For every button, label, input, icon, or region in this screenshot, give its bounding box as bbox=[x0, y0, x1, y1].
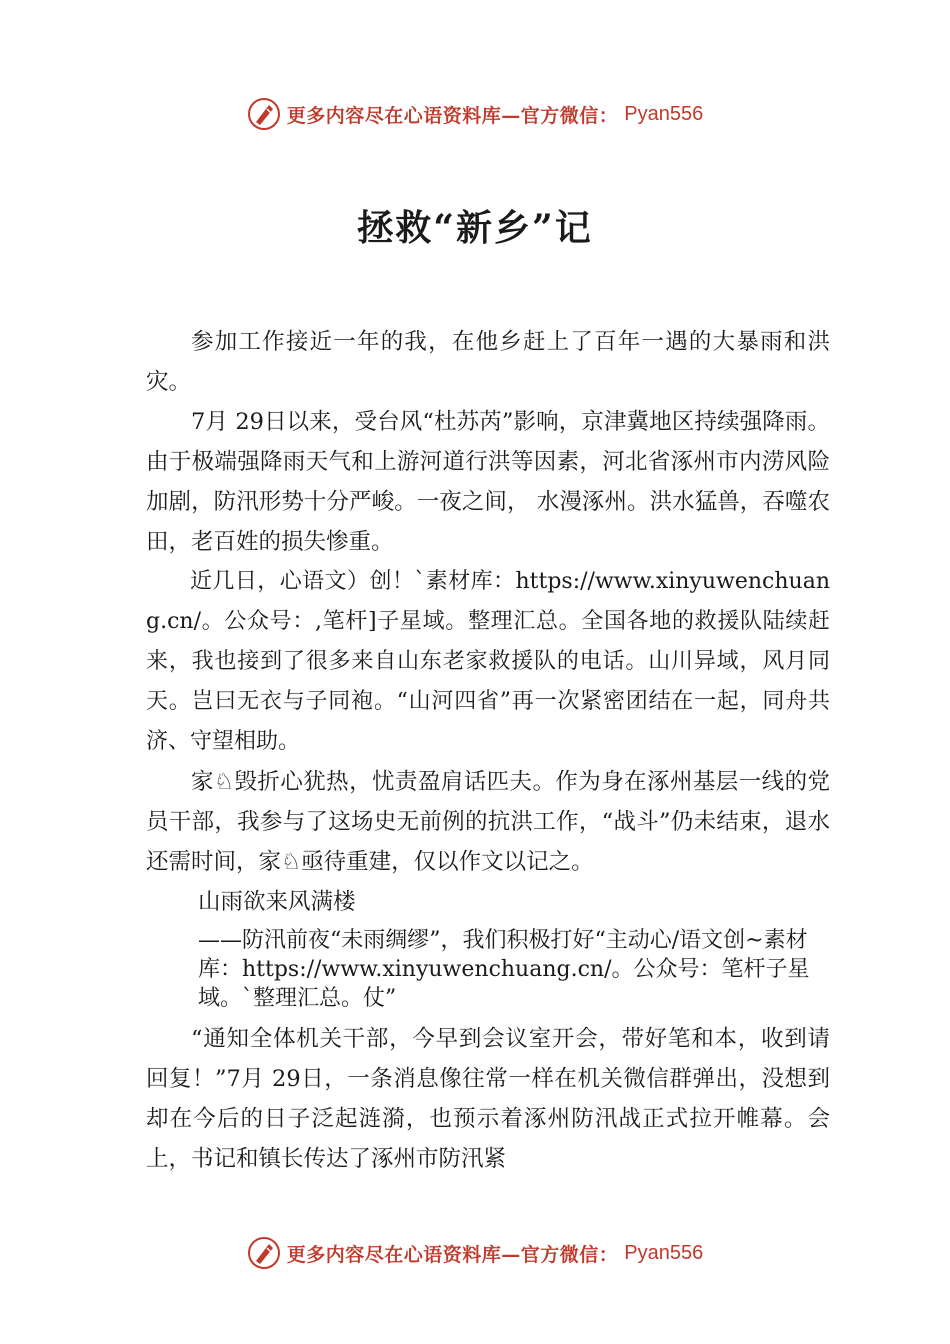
header-banner bbox=[0, 94, 950, 134]
header-wechat-handle: Pyan556 bbox=[624, 102, 704, 125]
paragraph-1: 参加工作接近一年的我，在他乡赶上了百年一遇的大暴雨和洪灾。 bbox=[146, 329, 830, 395]
section-subheading: 山雨欲来风满楼 bbox=[198, 889, 356, 915]
footer-banner-text: 更多内容尽在心语资料库—官方微信： bbox=[286, 1243, 619, 1266]
paragraph-2: 7月 29日以来，受台风“杜苏芮”影响，京津冀地区持续强降雨。由于极端强降雨天气和上游河道行洪等因素，河北省涿州市内涝风险加剧，防汛形势十分严峻。一夜之间， 水漫涿州。洪水猛兽，吞噬农田，老百姓的损失惨重。 bbox=[146, 409, 830, 555]
paragraph-4: 家♘毁折心犹热，忧责盈肩话匹夫。作为身在涿州基层一线的党员干部，我参与了这场史无前例的抗洪工作，“战斗”仍未结束，退水还需时间，家♘亟待重建，仅以作文以记之。 bbox=[146, 769, 830, 875]
pen-nib-logo-icon bbox=[247, 97, 281, 131]
pen-nib-logo-icon bbox=[247, 1236, 281, 1270]
section-subheading-line2: ——防汛前夜“未雨绸缪”，我们积极打好“主动心/语文创~素材库：https://www.xinyuwenchuang.cn/。公众号：笔杆子星域。`整理汇总。仗” bbox=[198, 928, 810, 1011]
document-title: 拯救“新乡”记 bbox=[357, 207, 593, 249]
paragraph-5: “通知全体机关干部，今早到会议室开会，带好笔和本，收到请回复！”7月 29日，一条消息像往常一样在机关微信群弹出，没想到却在今后的日子泛起涟漪，也预示着涿州防汛战正式拉开帷幕。会上，书记和镇长传达了涿州市防汛紧 bbox=[146, 1026, 830, 1172]
footer-banner bbox=[0, 1233, 950, 1273]
footer-wechat-handle: Pyan556 bbox=[624, 1241, 704, 1264]
header-banner-text: 更多内容尽在心语资料库—官方微信： bbox=[286, 104, 619, 127]
paragraph-3: 近几日，心语文）创！`素材库：https://www.xinyuwenchuang.cn/。公众号：,笔杆]子星域。整理汇总。全国各地的救援队陆续赶来，我也接到了很多来自山东老家救援队的电话。山川异域，风月同天。岂曰无衣与子同袍。“山河四省”再一次紧密团结在一起，同舟共济、守望相助。 bbox=[146, 569, 830, 754]
document-body bbox=[146, 322, 830, 1179]
